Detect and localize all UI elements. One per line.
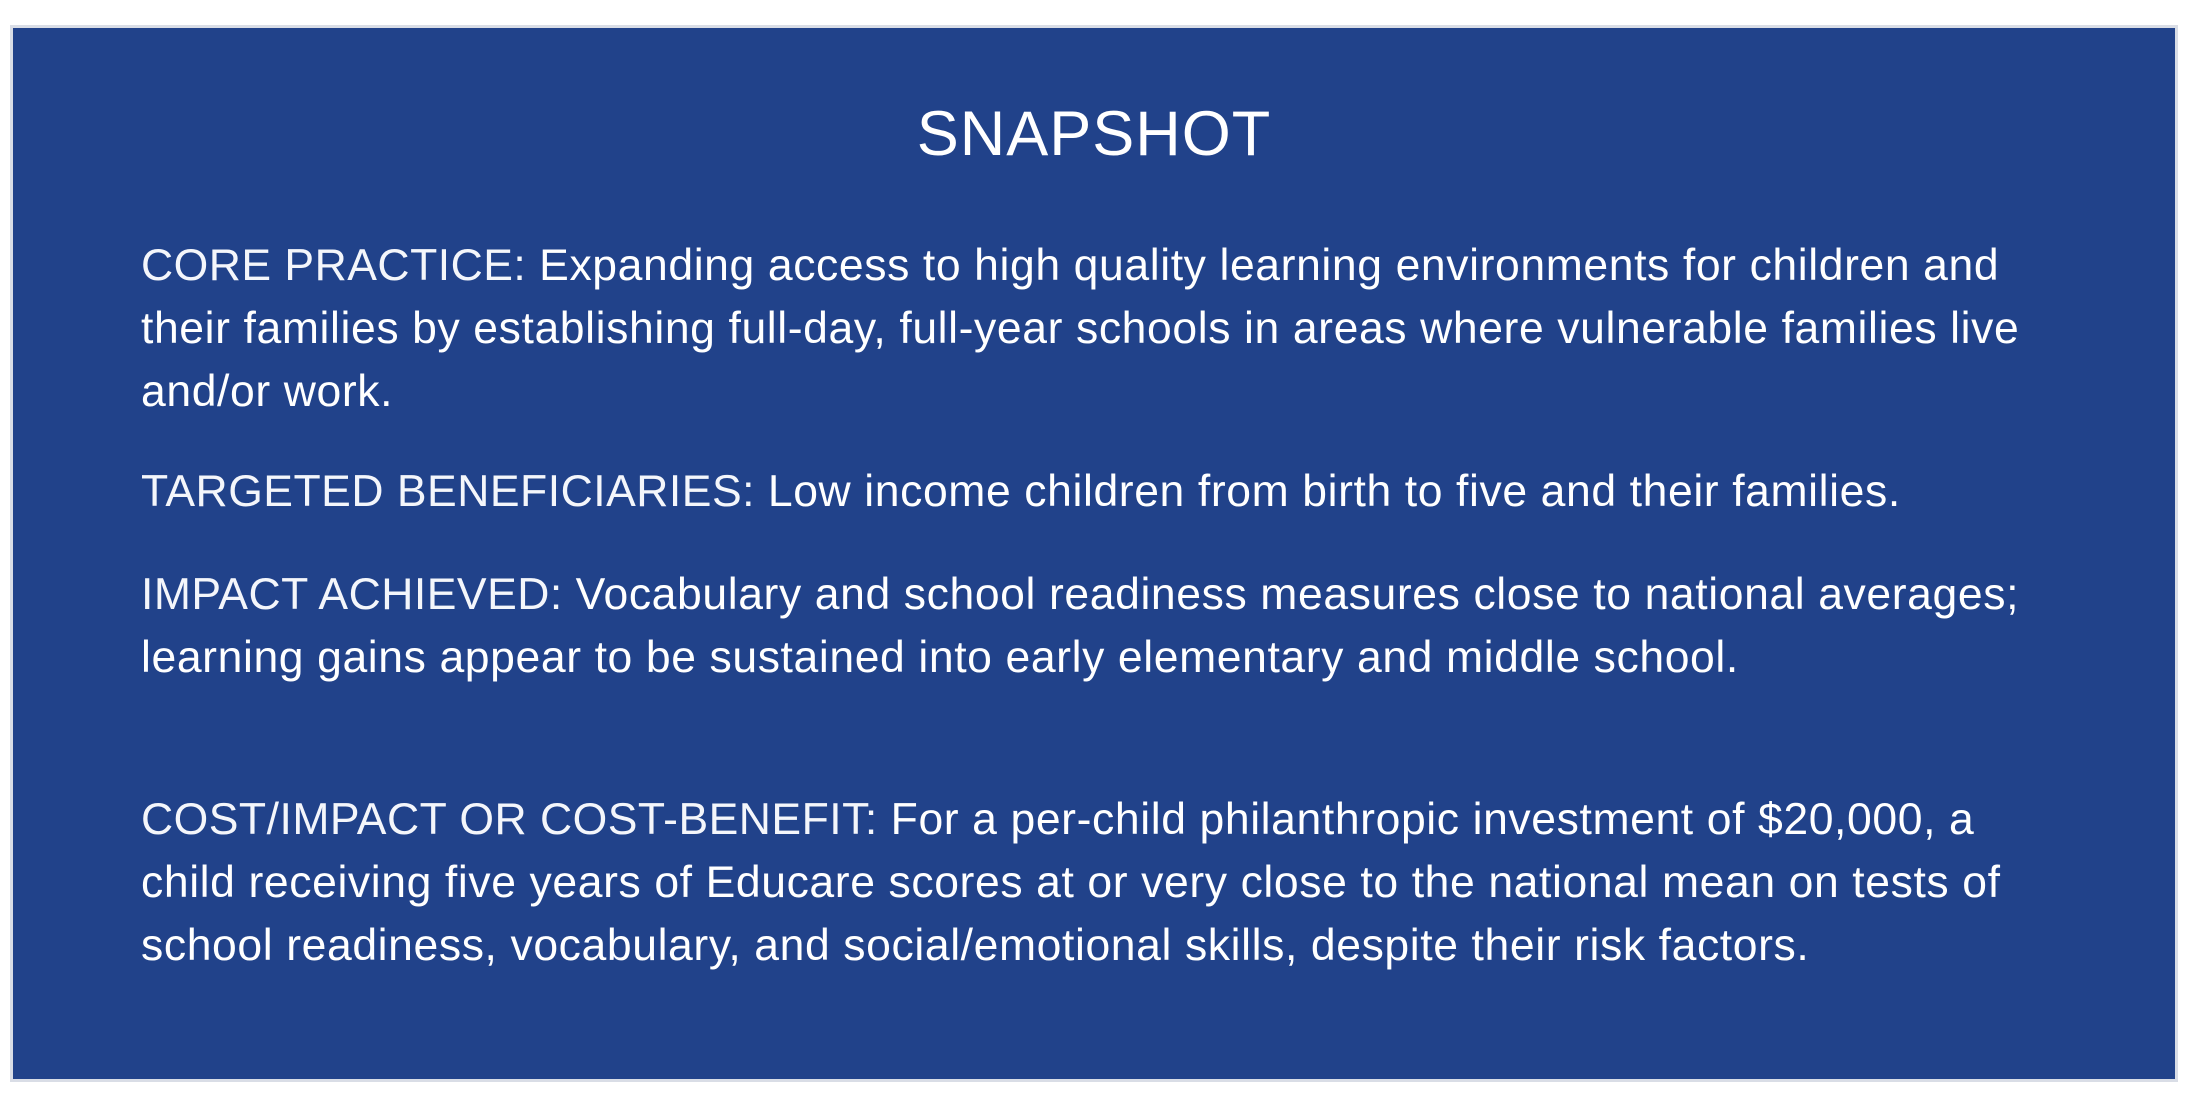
core-practice-label: CORE PRACTICE: (141, 241, 540, 290)
targeted-beneficiaries-section (141, 460, 2081, 523)
targeted-beneficiaries-text: Low income children from birth to five and their families. (767, 467, 1901, 516)
snapshot-panel (10, 25, 2178, 1082)
targeted-beneficiaries-label: TARGETED BENEFICIARIES: (141, 467, 768, 516)
impact-achieved-label: IMPACT ACHIEVED: (141, 570, 576, 619)
snapshot-title: SNAPSHOT (916, 99, 1272, 169)
core-practice-text: Expanding access to high quality learning environments for children and their families by establishing full-day, full-year schools in areas where vulnerable families live and/or work. (141, 241, 2020, 416)
cost-benefit-label: COST/IMPACT OR COST-BENEFIT: (141, 795, 891, 844)
cost-benefit-text: For a per-child philanthropic investment of $20,000, a child receiving five years of Educare scores at or very close to the national mean on tests of school readiness, vocabulary, and social/emotional skills, despite their risk factors. (141, 795, 2001, 970)
impact-achieved-section (141, 563, 2081, 689)
cost-benefit-section (141, 788, 2081, 977)
core-practice-section (141, 234, 2081, 423)
impact-achieved-text: Vocabulary and school readiness measures close to national averages; learning gains appear to be sustained into early elementary and middle school. (141, 570, 2020, 682)
